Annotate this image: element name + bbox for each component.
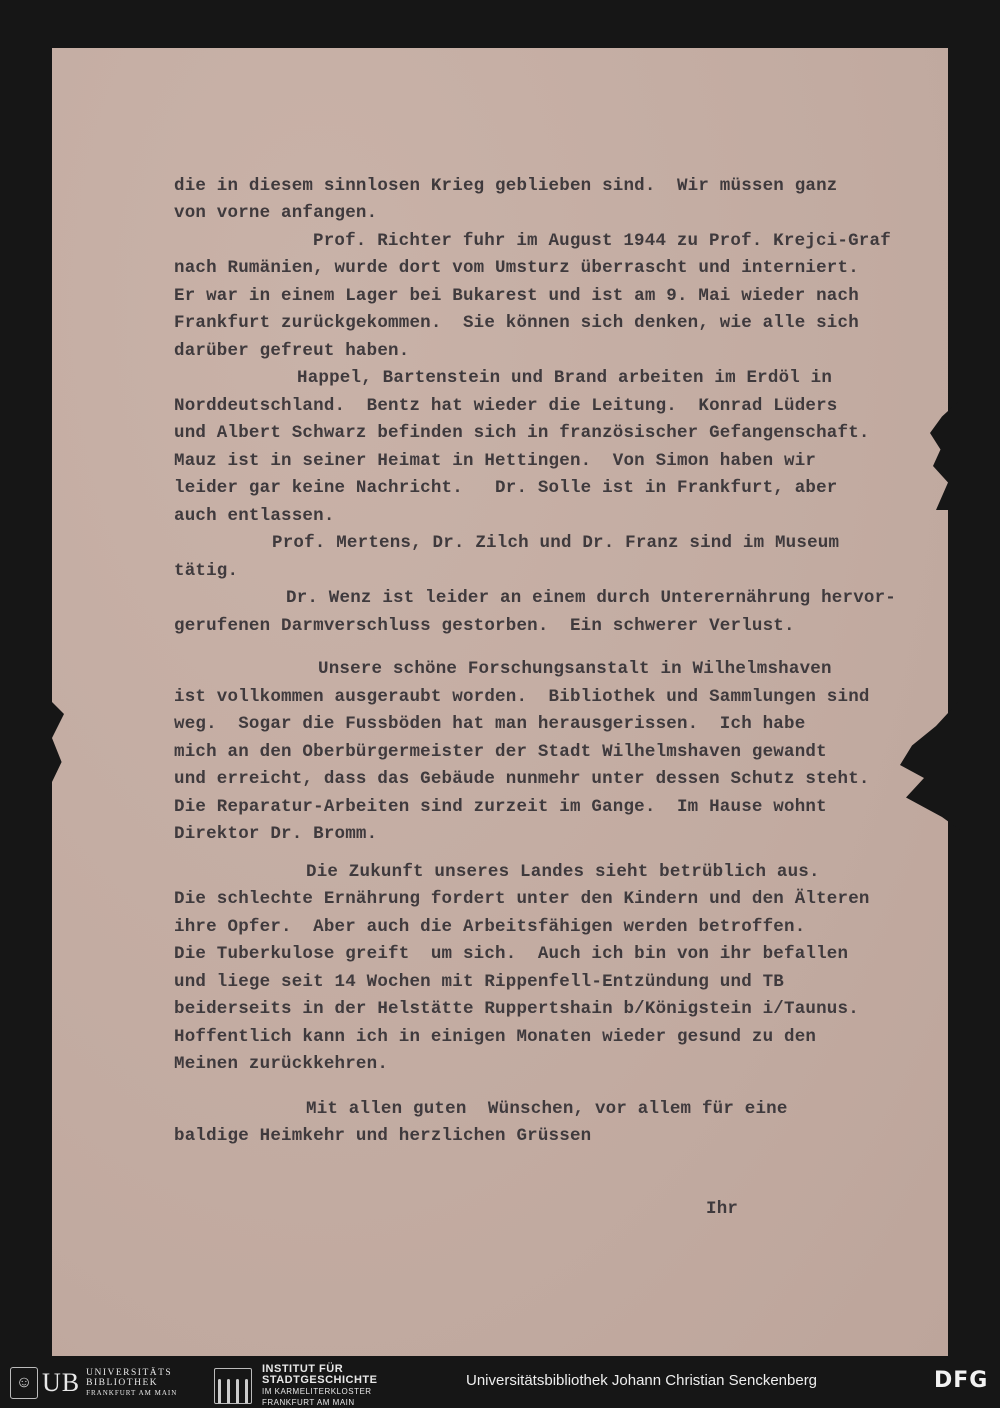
text-line: Prof. Richter fuhr im August 1944 zu Prof. Krejci-Graf: [313, 231, 891, 251]
text-line: beiderseits in der Helstätte Ruppertshain b/Königstein i/Taunus.: [174, 999, 859, 1019]
text-line: Die Tuberkulose greift um sich. Auch ich bin von ihr befallen: [174, 944, 849, 964]
text-line: Er war in einem Lager bei Bukarest und ist am 9. Mai wieder nach: [174, 286, 859, 306]
dfg-logo[interactable]: DFG: [934, 1368, 989, 1393]
text-line: und Albert Schwarz befinden sich in französischer Gefangenschaft.: [174, 423, 870, 443]
text-line: und erreicht, dass das Gebäude nunmehr unter dessen Schutz steht.: [174, 769, 870, 789]
text-line: Prof. Mertens, Dr. Zilch und Dr. Franz sind im Museum: [272, 533, 840, 553]
isg-line2: STADTGESCHICHTE: [262, 1374, 378, 1386]
text-line: Direktor Dr. Bromm.: [174, 824, 378, 844]
text-line: von vorne anfangen.: [174, 203, 378, 223]
isg-line3: IM KARMELITERKLOSTER: [262, 1387, 372, 1396]
isg-line4: FRANKFURT AM MAIN: [262, 1398, 355, 1407]
isg-line1: INSTITUT FÜR: [262, 1363, 344, 1375]
text-line: tätig.: [174, 561, 239, 581]
portrait-seal-icon: ☺: [10, 1367, 38, 1399]
footer-bar: [0, 1356, 1000, 1406]
text-line: nach Rumänien, wurde dort vom Umsturz überrascht und interniert.: [174, 258, 859, 278]
isg-logo[interactable]: [214, 1364, 377, 1408]
ub-wordmark: [86, 1368, 177, 1398]
text-line: Die Zukunft unseres Landes sieht betrüblich aus.: [306, 862, 820, 882]
ub-letters: UB: [42, 1368, 81, 1397]
text-line: Meinen zurückkehren.: [174, 1054, 389, 1074]
text-line: Unsere schöne Forschungsanstalt in Wilhelmshaven: [318, 659, 832, 679]
text-line: Frankfurt zurückgekommen. Sie können sich denken, wie alle sich: [174, 313, 859, 333]
text-line: Mauz ist in seiner Heimat in Hettingen. Von Simon haben wir: [174, 451, 817, 471]
cloister-arches-icon: [214, 1368, 252, 1404]
library-title: Universitätsbibliothek Johann Christian Senckenberg: [466, 1372, 818, 1389]
text-line: Hoffentlich kann ich in einigen Monaten wieder gesund zu den: [174, 1027, 817, 1047]
isg-wordmark: [262, 1364, 377, 1408]
text-line: Mit allen guten Wünschen, vor allem für eine: [306, 1099, 788, 1119]
text-line: Die schlechte Ernährung fordert unter den Kindern und den Älteren: [174, 889, 870, 909]
text-line: gerufenen Darmverschluss gestorben. Ein schwerer Verlust.: [174, 616, 795, 636]
text-line: baldige Heimkehr und herzlichen Grüssen: [174, 1126, 592, 1146]
text-line: darüber gefreut haben.: [174, 341, 410, 361]
ub-line3: FRANKFURT AM MAIN: [86, 1389, 178, 1397]
text-line: auch entlassen.: [174, 506, 335, 526]
text-line: ihre Opfer. Aber auch die Arbeitsfähigen werden betroffen.: [174, 917, 806, 937]
text-line: mich an den Oberbürgermeister der Stadt Wilhelmshaven gewandt: [174, 742, 827, 762]
text-line: weg. Sogar die Fussböden hat man herausgerissen. Ich habe: [174, 714, 806, 734]
text-line: leider gar keine Nachricht. Dr. Solle ist in Frankfurt, aber: [174, 478, 838, 498]
text-line: Norddeutschland. Bentz hat wieder die Leitung. Konrad Lüders: [174, 396, 838, 416]
text-line: Happel, Bartenstein und Brand arbeiten im Erdöl in: [297, 368, 833, 388]
ub-logo[interactable]: [10, 1366, 177, 1400]
text-line: Die Reparatur-Arbeiten sind zurzeit im Gange. Im Hause wohnt: [174, 797, 827, 817]
text-line: und liege seit 14 Wochen mit Rippenfell-Entzündung und TB: [174, 972, 784, 992]
text-line: die in diesem sinnlosen Krieg geblieben sind. Wir müssen ganz: [174, 176, 838, 196]
closing-signature: Ihr: [706, 1199, 739, 1219]
ub-line1: UNIVERSITÄTS: [86, 1368, 173, 1378]
ub-line2: BIBLIOTHEK: [86, 1378, 159, 1388]
text-line: ist vollkommen ausgeraubt worden. Bibliothek und Sammlungen sind: [174, 687, 870, 707]
text-line: Dr. Wenz ist leider an einem durch Unterernährung hervor-: [286, 588, 896, 608]
